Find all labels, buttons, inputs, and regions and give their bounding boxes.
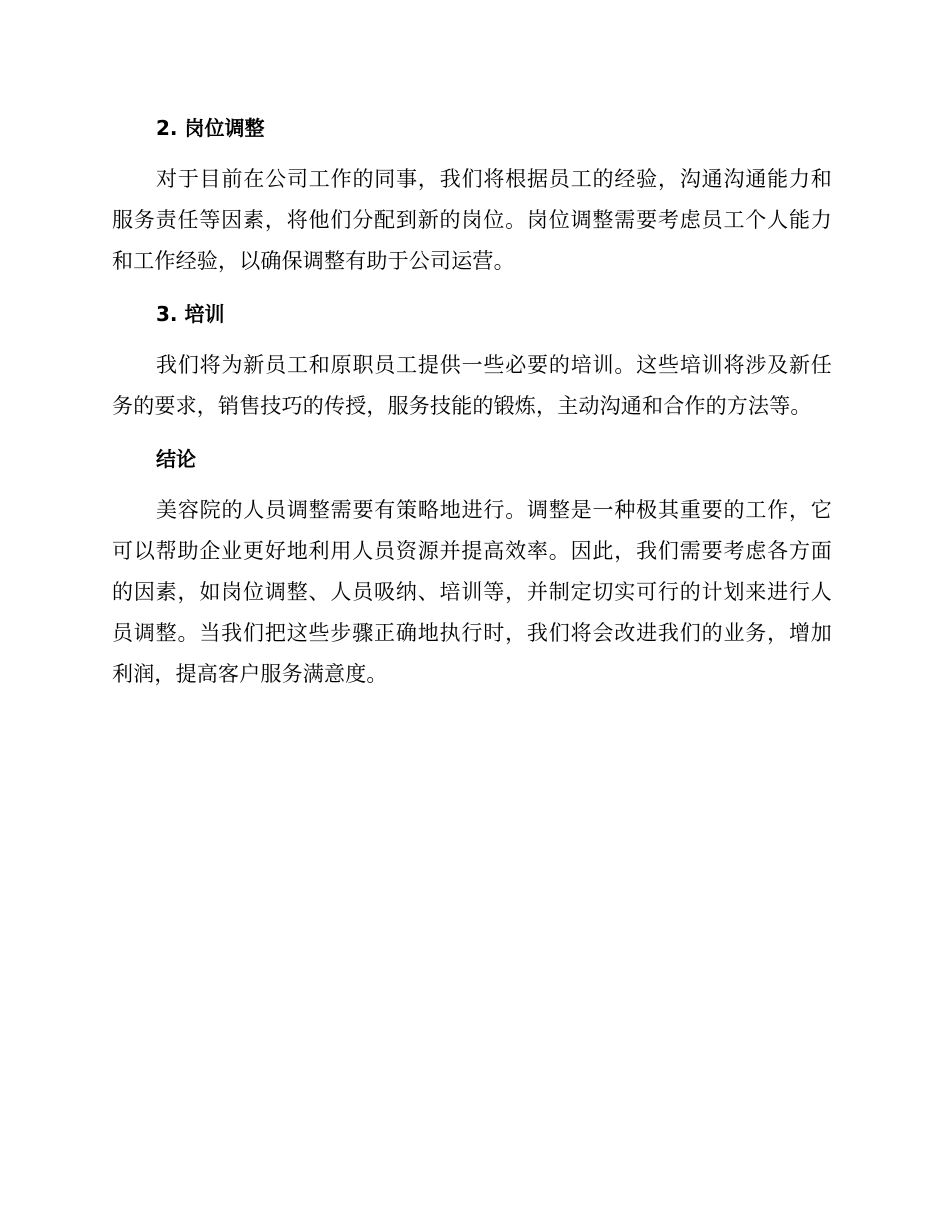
paragraph-conclusion bbox=[112, 490, 832, 695]
paragraph-line: 服务责任等因素，将他们分配到新的岗位。岗位调整需要考虑员工个人能力 bbox=[112, 208, 832, 232]
paragraph-line: 员调整。当我们把这些步骤正确地执行时，我们将会改进我们的业务，增加 bbox=[112, 621, 832, 645]
section-heading-position-adjustment: 2. 岗位调整 bbox=[156, 116, 265, 140]
document-page bbox=[112, 108, 832, 707]
paragraph-training bbox=[112, 345, 832, 427]
paragraph-line: 可以帮助企业更好地利用人员资源并提高效率。因此，我们需要考虑各方面 bbox=[112, 539, 832, 563]
section-heading-training: 3. 培训 bbox=[156, 302, 225, 326]
paragraph-line: 和工作经验，以确保调整有助于公司运营。 bbox=[112, 249, 515, 273]
section-heading-conclusion: 结论 bbox=[156, 447, 196, 471]
paragraph-line: 的因素，如岗位调整、人员吸纳、培训等，并制定切实可行的计划来进行人 bbox=[112, 580, 832, 604]
paragraph-line: 对于目前在公司工作的同事，我们将根据员工的经验，沟通沟通能力和 bbox=[156, 167, 832, 191]
paragraph-line: 美容院的人员调整需要有策略地进行。调整是一种极其重要的工作，它 bbox=[156, 498, 832, 522]
paragraph-line: 利润，提高客户服务满意度。 bbox=[112, 662, 388, 686]
paragraph-line: 务的要求，销售技巧的传授，服务技能的锻炼，主动沟通和合作的方法等。 bbox=[112, 394, 812, 418]
paragraph-position-adjustment bbox=[112, 159, 832, 282]
paragraph-line: 我们将为新员工和原职员工提供一些必要的培训。这些培训将涉及新任 bbox=[156, 353, 832, 377]
